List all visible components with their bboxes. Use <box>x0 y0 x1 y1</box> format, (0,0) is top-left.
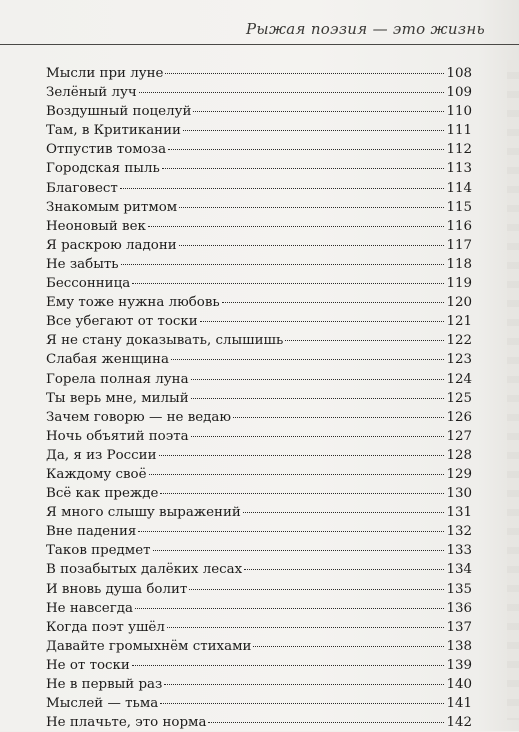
toc-entry <box>46 541 472 560</box>
toc-entry-page-number: 128 <box>446 447 472 463</box>
toc-entry-title: Воздушный поцелуй <box>46 104 192 120</box>
toc-entry-title: Благовест <box>46 180 118 196</box>
toc-entry-title: Неоновый век <box>46 218 146 234</box>
header-rule <box>0 44 519 45</box>
toc-entry-title: Не в первый раз <box>46 677 163 692</box>
toc-dot-leader <box>165 73 444 74</box>
toc-entry-title: Отпустив томоза <box>46 142 167 158</box>
toc-entry-title: Я много слышу выражений <box>46 505 241 521</box>
toc-entry <box>46 274 472 293</box>
toc-entry-title: Мысли при луне <box>46 66 164 81</box>
toc-entry-page-number: 130 <box>446 486 472 502</box>
toc-entry-page-number: 141 <box>446 696 472 712</box>
toc-entry-title: И вновь душа болит <box>46 581 188 597</box>
toc-entry <box>46 217 472 236</box>
toc-dot-leader <box>208 722 444 723</box>
toc-dot-leader <box>167 627 445 628</box>
toc-entry-title: Когда поэт ушёл <box>46 619 165 635</box>
toc-entry <box>46 236 472 255</box>
toc-entry-page-number: 131 <box>446 505 472 521</box>
toc-entry <box>46 179 472 198</box>
toc-dot-leader <box>189 589 444 590</box>
toc-dot-leader <box>183 130 444 131</box>
toc-dot-leader <box>132 665 445 666</box>
toc-entry-title: Не навсегда <box>46 600 133 616</box>
toc-entry-title: Зачем говорю — не ведаю <box>46 409 232 425</box>
toc-entry-title: В позабытых далёких лесах <box>46 562 243 578</box>
toc-entry-page-number: 122 <box>446 333 472 349</box>
toc-entry-page-number: 132 <box>446 524 472 540</box>
running-header-title: Рыжая поэзия — это жизнь <box>246 20 485 38</box>
toc-entry-title: Зелёный луч <box>46 85 137 101</box>
toc-entry <box>46 312 472 331</box>
toc-dot-leader <box>243 512 445 513</box>
toc-entry <box>46 64 472 83</box>
toc-entry <box>46 293 472 312</box>
toc-dot-leader <box>121 264 445 265</box>
toc-dot-leader <box>200 321 445 322</box>
toc-dot-leader <box>135 608 444 609</box>
toc-entry <box>46 389 472 408</box>
toc-entry-page-number: 120 <box>446 295 472 311</box>
toc-entry-title: Мыслей — тьма <box>46 696 159 712</box>
toc-entry-page-number: 117 <box>446 237 472 253</box>
toc-entry <box>46 580 472 599</box>
toc-entry-page-number: 108 <box>446 66 472 81</box>
toc-entry-page-number: 121 <box>446 314 472 330</box>
toc-entry-title: Таков предмет <box>46 543 151 559</box>
toc-entry <box>46 331 472 350</box>
toc-entry <box>46 637 472 656</box>
toc-dot-leader <box>149 474 445 475</box>
toc-entry-page-number: 133 <box>446 543 472 559</box>
toc-dot-leader <box>162 168 445 169</box>
toc-entry <box>46 713 472 732</box>
toc-entry-page-number: 124 <box>446 371 472 387</box>
next-page-edge <box>507 60 519 720</box>
toc-entry <box>46 102 472 121</box>
toc-entry-title: Не от тоски <box>46 657 130 673</box>
toc-entry <box>46 503 472 522</box>
toc-entry-title: Не плачьте, это норма <box>46 715 207 731</box>
toc-entry-title: Каждому своё <box>46 466 147 482</box>
toc-entry <box>46 427 472 446</box>
toc-entry-page-number: 119 <box>446 276 472 292</box>
toc-entry <box>46 159 472 178</box>
toc-entry-title: Да, я из России <box>46 447 157 463</box>
toc-dot-leader <box>253 646 444 647</box>
toc-entry <box>46 255 472 274</box>
toc-entry-title: Вне падения <box>46 524 137 540</box>
toc-entry <box>46 408 472 427</box>
toc-dot-leader <box>138 531 444 532</box>
toc-dot-leader <box>171 359 445 360</box>
toc-entry-page-number: 135 <box>446 581 472 597</box>
running-header <box>0 0 519 44</box>
toc-entry-title: Городская пыль <box>46 161 160 177</box>
toc-entry-title: Ты верь мне, милый <box>46 390 189 406</box>
toc-entry <box>46 121 472 140</box>
toc-entry-page-number: 134 <box>446 562 472 578</box>
toc-entry <box>46 675 472 694</box>
toc-dot-leader <box>120 188 445 189</box>
toc-dot-leader <box>244 569 444 570</box>
toc-entry <box>46 370 472 389</box>
toc-entry <box>46 522 472 541</box>
toc-dot-leader <box>285 340 444 341</box>
toc-entry-page-number: 111 <box>446 123 472 139</box>
toc-dot-leader <box>191 398 445 399</box>
toc-entry <box>46 694 472 713</box>
toc-entry-page-number: 109 <box>446 85 472 101</box>
toc-dot-leader <box>193 111 444 112</box>
toc-entry <box>46 618 472 637</box>
toc-entry <box>46 350 472 369</box>
toc-dot-leader <box>191 379 445 380</box>
toc-entry <box>46 465 472 484</box>
toc-entry-page-number: 137 <box>446 619 472 635</box>
toc-dot-leader <box>179 245 445 246</box>
table-of-contents <box>46 64 472 732</box>
toc-entry <box>46 484 472 503</box>
toc-entry <box>46 446 472 465</box>
toc-entry-page-number: 116 <box>446 218 472 234</box>
toc-entry <box>46 83 472 102</box>
toc-entry-page-number: 129 <box>446 466 472 482</box>
toc-dot-leader <box>179 207 444 208</box>
toc-dot-leader <box>160 493 444 494</box>
toc-entry <box>46 560 472 579</box>
toc-dot-leader <box>168 149 444 150</box>
toc-entry-title: Все убегают от тоски <box>46 314 198 330</box>
toc-entry <box>46 198 472 217</box>
toc-dot-leader <box>164 684 444 685</box>
toc-entry-title: Слабая женщина <box>46 352 169 368</box>
toc-dot-leader <box>160 703 444 704</box>
toc-entry-page-number: 112 <box>446 142 472 158</box>
toc-entry-title: Давайте громыхнём стихами <box>46 638 252 654</box>
toc-entry-page-number: 126 <box>446 409 472 425</box>
toc-entry-title: Всё как прежде <box>46 486 159 502</box>
toc-dot-leader <box>233 417 444 418</box>
toc-entry-title: Ему тоже нужна любовь <box>46 295 220 311</box>
toc-entry-page-number: 113 <box>446 161 472 177</box>
toc-entry-title: Там, в Критикании <box>46 123 181 139</box>
toc-entry-title: Я раскрою ладони <box>46 237 177 253</box>
toc-entry-page-number: 118 <box>446 256 472 272</box>
toc-dot-leader <box>153 550 445 551</box>
toc-entry-page-number: 115 <box>446 199 472 215</box>
toc-entry-page-number: 110 <box>446 104 472 120</box>
toc-entry-page-number: 142 <box>446 715 472 731</box>
toc-entry-page-number: 139 <box>446 657 472 673</box>
toc-dot-leader <box>139 92 445 93</box>
toc-dot-leader <box>222 302 445 303</box>
toc-entry-title: Я не стану доказывать, слышишь <box>46 333 284 349</box>
toc-entry <box>46 140 472 159</box>
toc-entry-title: Горела полная луна <box>46 371 189 387</box>
toc-entry-page-number: 123 <box>446 352 472 368</box>
toc-entry-title: Не забыть <box>46 256 119 272</box>
toc-entry-page-number: 136 <box>446 600 472 616</box>
toc-entry-title: Бессонница <box>46 276 131 292</box>
toc-entry-title: Ночь объятий поэта <box>46 428 189 444</box>
toc-entry-page-number: 140 <box>446 677 472 692</box>
toc-entry-page-number: 114 <box>446 180 472 196</box>
toc-entry-title: Знакомым ритмом <box>46 199 178 215</box>
toc-entry-page-number: 138 <box>446 638 472 654</box>
toc-entry-page-number: 127 <box>446 428 472 444</box>
toc-dot-leader <box>132 283 444 284</box>
toc-dot-leader <box>148 226 445 227</box>
toc-dot-leader <box>191 436 445 437</box>
toc-entry <box>46 599 472 618</box>
toc-dot-leader <box>159 455 445 456</box>
toc-entry <box>46 656 472 675</box>
toc-entry-page-number: 125 <box>446 390 472 406</box>
